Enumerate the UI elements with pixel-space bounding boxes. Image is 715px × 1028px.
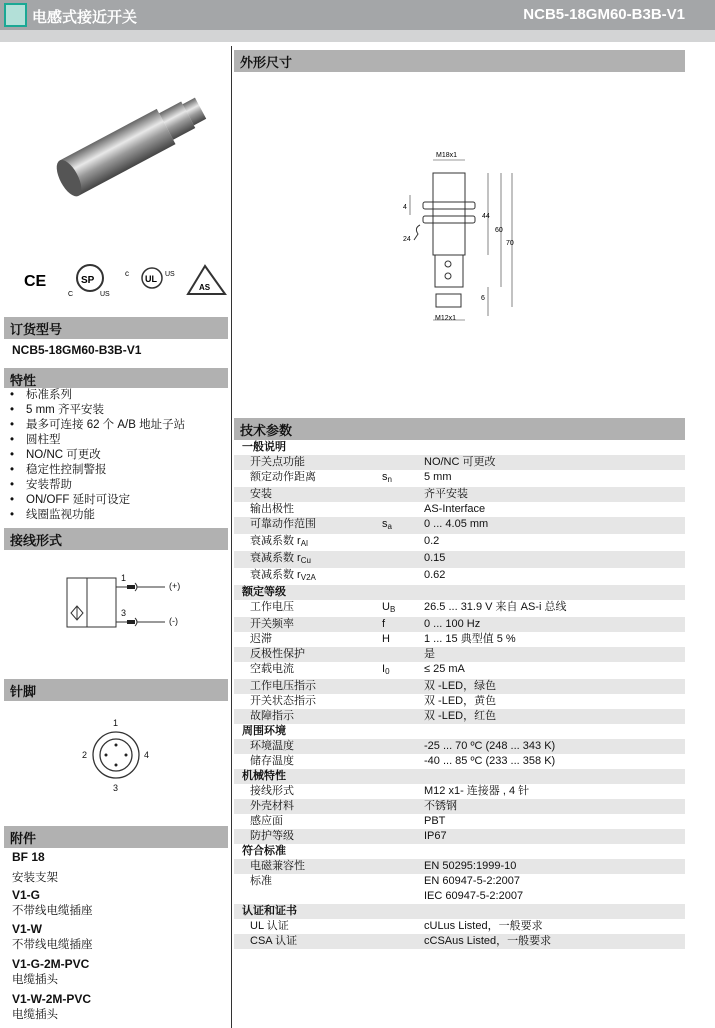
connector-pinout-icon [90, 728, 150, 788]
param-symbol [382, 647, 424, 662]
svg-text:C: C [68, 291, 74, 298]
param-symbol [382, 934, 424, 949]
param-symbol [382, 517, 424, 534]
wrench-icon [414, 225, 420, 240]
param-label [234, 647, 382, 662]
accessory-desc: 不带线电缆插座 [12, 939, 93, 951]
param-value [424, 829, 685, 844]
dimensions-section-header: 外形尺寸 [234, 50, 685, 72]
accessory-desc: 电缆插头 [12, 974, 58, 986]
param-label-text: 标准 [250, 875, 272, 887]
param-value [424, 662, 685, 679]
param-symbol [382, 919, 424, 934]
param-symbol [382, 455, 424, 470]
param-value [424, 487, 685, 502]
feature-item: • NO/NC 可更改 [10, 448, 185, 463]
group-label: 认证和证书 [242, 905, 297, 917]
param-symbol [382, 617, 424, 632]
param-label [234, 829, 382, 844]
accessory-name: V1-G-2M-PVC [12, 957, 90, 971]
param-symbol [382, 679, 424, 694]
param-label-sub: Al [300, 539, 308, 548]
param-label-text: 安装 [250, 488, 272, 500]
param-value [424, 784, 685, 799]
sub-bar [0, 30, 715, 42]
value-text: 1 ... 15 典型值 5 % [424, 633, 516, 645]
table-group-row [234, 769, 685, 784]
certification-logos [20, 262, 230, 298]
feature-item: • 线圈监视功能 [10, 508, 185, 523]
table-row [234, 470, 685, 487]
param-symbol [382, 487, 424, 502]
accessory-desc: 电缆插头 [12, 1009, 58, 1021]
dim-label: 70 [506, 240, 514, 247]
param-label [234, 534, 382, 551]
param-label-sub: V2A [300, 573, 316, 582]
param-symbol [382, 814, 424, 829]
param-label [234, 919, 382, 934]
feature-item: • 安装帮助 [10, 478, 185, 493]
param-label [234, 799, 382, 814]
group-label: 符合标准 [242, 845, 286, 857]
param-symbol [382, 470, 424, 487]
param-symbol [382, 874, 424, 904]
param-label-text: 工作电压指示 [250, 680, 316, 692]
table-row [234, 829, 685, 844]
param-symbol [382, 799, 424, 814]
symbol-text: s [382, 518, 388, 530]
param-label [234, 709, 382, 724]
param-value [424, 919, 685, 934]
features-section-header: 特性 [4, 368, 228, 388]
table-row [234, 799, 685, 814]
group-label: 周围环境 [242, 725, 286, 737]
ce-mark-icon: CE [24, 273, 47, 290]
product-image [30, 70, 220, 220]
value-text: 是 [424, 648, 435, 660]
table-row [234, 617, 685, 632]
tech-section-header: 技术参数 [234, 418, 685, 440]
table-row [234, 784, 685, 799]
param-symbol [382, 694, 424, 709]
table-row [234, 568, 685, 585]
group-label: 机械特性 [242, 770, 286, 782]
table-row [234, 679, 685, 694]
accessory-desc: 不带线电缆插座 [12, 905, 93, 917]
param-value [424, 739, 685, 754]
accessory-item [12, 850, 58, 885]
param-label-text: 防护等级 [250, 830, 294, 842]
value-text: EN 60947-5-2:2007 [424, 875, 521, 887]
param-symbol [382, 534, 424, 551]
table-row [234, 517, 685, 534]
symbol-sub: n [387, 475, 392, 484]
feature-item: • 稳定性控制警报 [10, 463, 185, 478]
dim-label: 4 [403, 204, 407, 211]
value-text: 双 -LED，黄色 [424, 695, 497, 707]
accessories-section-header: 附件 [4, 826, 228, 848]
param-value [424, 647, 685, 662]
table-row [234, 814, 685, 829]
model-title: NCB5-18GM60-B3B-V1 [523, 6, 685, 23]
table-group-row [234, 585, 685, 600]
table-group-row [234, 440, 685, 455]
param-label [234, 551, 382, 568]
title-bar [0, 0, 715, 30]
value-text: 0 ... 4.05 mm [424, 518, 489, 530]
table-group-row [234, 724, 685, 739]
param-value [424, 694, 685, 709]
value-text: AS-Interface [424, 503, 486, 515]
value-text: 5 mm [424, 471, 452, 483]
pin-label: 1 [113, 718, 119, 728]
param-symbol [382, 600, 424, 617]
svg-text:UL: UL [145, 274, 157, 284]
value-text: -25 ... 70 ºC (248 ... 343 K) [424, 740, 556, 752]
param-label-text: 可靠动作范围 [250, 518, 316, 530]
symbol-sub: a [387, 522, 392, 531]
param-value [424, 814, 685, 829]
symbol-sub: B [389, 605, 396, 614]
accessory-name: BF 18 [12, 850, 45, 864]
param-label-text: 开关状态指示 [250, 695, 316, 707]
param-label-text: 衰减系数 r [250, 535, 301, 547]
param-value [424, 502, 685, 517]
param-label [234, 487, 382, 502]
pin-label: 3 [113, 783, 119, 793]
param-value [424, 709, 685, 724]
table-row [234, 647, 685, 662]
value-text: 0.2 [424, 535, 440, 547]
table-group-row [234, 904, 685, 919]
param-value [424, 568, 685, 585]
table-row [234, 600, 685, 617]
param-label-text: 电磁兼容性 [250, 860, 305, 872]
table-row [234, 934, 685, 949]
table-row [234, 502, 685, 517]
table-row [234, 534, 685, 551]
table-row [234, 709, 685, 724]
value-text: EN 50295:1999-10 [424, 860, 517, 872]
param-value [424, 754, 685, 769]
accessory-name: V1-W [12, 922, 42, 936]
param-label-text: 迟滞 [250, 633, 272, 645]
param-symbol [382, 632, 424, 647]
feature-item: • 标准系列 [10, 388, 185, 403]
pin-label: 4 [144, 750, 150, 760]
param-label-text: 感应面 [250, 815, 283, 827]
dim-label: 44 [482, 213, 490, 220]
param-value [424, 617, 685, 632]
param-symbol [382, 551, 424, 568]
svg-text:US: US [100, 291, 110, 298]
value-text: 0.62 [424, 569, 446, 581]
tech-params-table [234, 440, 685, 949]
param-symbol [382, 662, 424, 679]
table-row [234, 739, 685, 754]
table-row [234, 874, 685, 904]
symbol-sub: 0 [385, 667, 390, 676]
value-text: M12 x1- 连接器 , 4 针 [424, 785, 530, 797]
param-label [234, 679, 382, 694]
param-label-sub: Cu [300, 556, 311, 565]
param-label [234, 694, 382, 709]
table-row [234, 487, 685, 502]
symbol-text: U [382, 601, 390, 613]
pin-label: 2 [82, 750, 88, 760]
param-label-text: 故障指示 [250, 710, 294, 722]
column-divider [231, 46, 232, 1028]
plus-label: (+) [169, 581, 181, 591]
param-label [234, 502, 382, 517]
order-section-header: 订货型号 [4, 317, 228, 339]
param-value [424, 799, 685, 814]
param-label [234, 662, 382, 679]
value-text: 0.15 [424, 552, 446, 564]
symbol-text: I [382, 663, 386, 675]
table-row [234, 859, 685, 874]
param-value [424, 551, 685, 568]
dim-label: 6 [481, 295, 485, 302]
param-label-text: 工作电压 [250, 601, 294, 613]
value-text: cCSAus Listed，一般要求 [424, 935, 552, 947]
param-symbol [382, 829, 424, 844]
param-label-text: 开关频率 [250, 618, 294, 630]
value-text: 双 -LED，绿色 [424, 680, 497, 692]
feature-item: • 最多可连接 62 个 A/B 地址子站 [10, 418, 185, 433]
dim-label: 60 [495, 227, 503, 234]
param-label [234, 859, 382, 874]
param-label [234, 754, 382, 769]
param-label [234, 934, 382, 949]
table-row [234, 662, 685, 679]
value-text: -40 ... 85 ºC (233 ... 358 K) [424, 755, 556, 767]
param-label-text: UL 认证 [250, 920, 289, 932]
param-symbol [382, 859, 424, 874]
symbol-text: H [382, 633, 390, 645]
param-label-text: 额定动作距离 [250, 471, 316, 483]
param-value [424, 859, 685, 874]
table-row [234, 551, 685, 568]
feature-item: • 5 mm 齐平安装 [10, 403, 185, 418]
features-list [10, 388, 185, 523]
param-label [234, 632, 382, 647]
param-symbol [382, 709, 424, 724]
pinout-section-header: 针脚 [4, 679, 228, 701]
group-label: 一般说明 [242, 441, 286, 453]
accessory-item [12, 888, 93, 918]
param-label-text: 衰减系数 r [250, 552, 301, 564]
param-symbol [382, 568, 424, 585]
category-title: 电感式接近开关 [32, 9, 138, 26]
value-text: cULus Listed，一般要求 [424, 920, 543, 932]
param-value [424, 517, 685, 534]
group-label: 额定等级 [242, 586, 286, 598]
param-value [424, 600, 685, 617]
param-label [234, 784, 382, 799]
table-group-row [234, 844, 685, 859]
param-symbol [382, 502, 424, 517]
param-label [234, 739, 382, 754]
pin3-label: 3 [121, 608, 127, 618]
param-label-text: 储存温度 [250, 755, 294, 767]
value-text: 26.5 ... 31.9 V 来自 AS-i 总线 [424, 601, 567, 613]
param-label [234, 470, 382, 487]
dimension-drawing [390, 140, 540, 330]
dim-label: 24 [403, 236, 411, 243]
accessory-name: V1-W-2M-PVC [12, 992, 92, 1006]
value-text: PBT [424, 815, 446, 827]
param-label-text: 输出极性 [250, 503, 294, 515]
table-row [234, 694, 685, 709]
param-value [424, 679, 685, 694]
dim-label: M18x1 [436, 152, 458, 159]
param-value [424, 534, 685, 551]
dim-label: M12x1 [435, 315, 457, 322]
symbol-text: s [382, 471, 388, 483]
param-label [234, 617, 382, 632]
svg-text:c: c [125, 269, 129, 278]
svg-text:AS: AS [199, 283, 211, 292]
param-label [234, 517, 382, 534]
svg-text:SP: SP [81, 275, 95, 286]
param-label [234, 568, 382, 585]
param-value [424, 455, 685, 470]
accessory-item [12, 992, 91, 1022]
value-text: ≤ 25 mA [424, 663, 465, 675]
accessory-item [12, 922, 93, 952]
accessory-name: V1-G [12, 888, 41, 902]
param-label-text: 接线形式 [250, 785, 294, 797]
symbol-text: f [382, 618, 386, 630]
param-label-text: 外壳材料 [250, 800, 294, 812]
param-value [424, 470, 685, 487]
param-label [234, 814, 382, 829]
param-label-text: CSA 认证 [250, 935, 298, 947]
param-value [424, 874, 685, 904]
svg-text:US: US [165, 271, 175, 278]
param-label [234, 874, 382, 904]
value-text: 齐平安装 [424, 488, 468, 500]
table-row [234, 754, 685, 769]
feature-item: • ON/OFF 延时可设定 [10, 493, 185, 508]
value-text: 不锈钢 [424, 800, 457, 812]
param-label [234, 600, 382, 617]
param-label-text: 空载电流 [250, 663, 294, 675]
table-row [234, 919, 685, 934]
minus-label: (-) [169, 616, 178, 626]
value-text: 双 -LED，红色 [424, 710, 497, 722]
param-label-text: 衰减系数 r [250, 569, 301, 581]
param-label-text: 开关点功能 [250, 456, 305, 468]
feature-item: • 圆柱型 [10, 433, 185, 448]
param-symbol [382, 754, 424, 769]
param-label [234, 455, 382, 470]
param-value [424, 934, 685, 949]
value-text-2: IEC 60947-5-2:2007 [424, 890, 524, 902]
accessory-desc: 安装支架 [12, 872, 58, 884]
table-row [234, 632, 685, 647]
brand-square-icon [4, 3, 27, 27]
param-value [424, 632, 685, 647]
value-text: 0 ... 100 Hz [424, 618, 481, 630]
accessory-item [12, 957, 89, 987]
value-text: NO/NC 可更改 [424, 456, 496, 468]
order-model: NCB5-18GM60-B3B-V1 [12, 343, 142, 357]
param-label-text: 环境温度 [250, 740, 294, 752]
pin1-label: 1 [121, 573, 127, 583]
value-text: IP67 [424, 830, 447, 842]
param-label-text: 反极性保护 [250, 648, 305, 660]
param-symbol [382, 784, 424, 799]
param-symbol [382, 739, 424, 754]
table-row [234, 455, 685, 470]
wiring-section-header: 接线形式 [4, 528, 228, 550]
